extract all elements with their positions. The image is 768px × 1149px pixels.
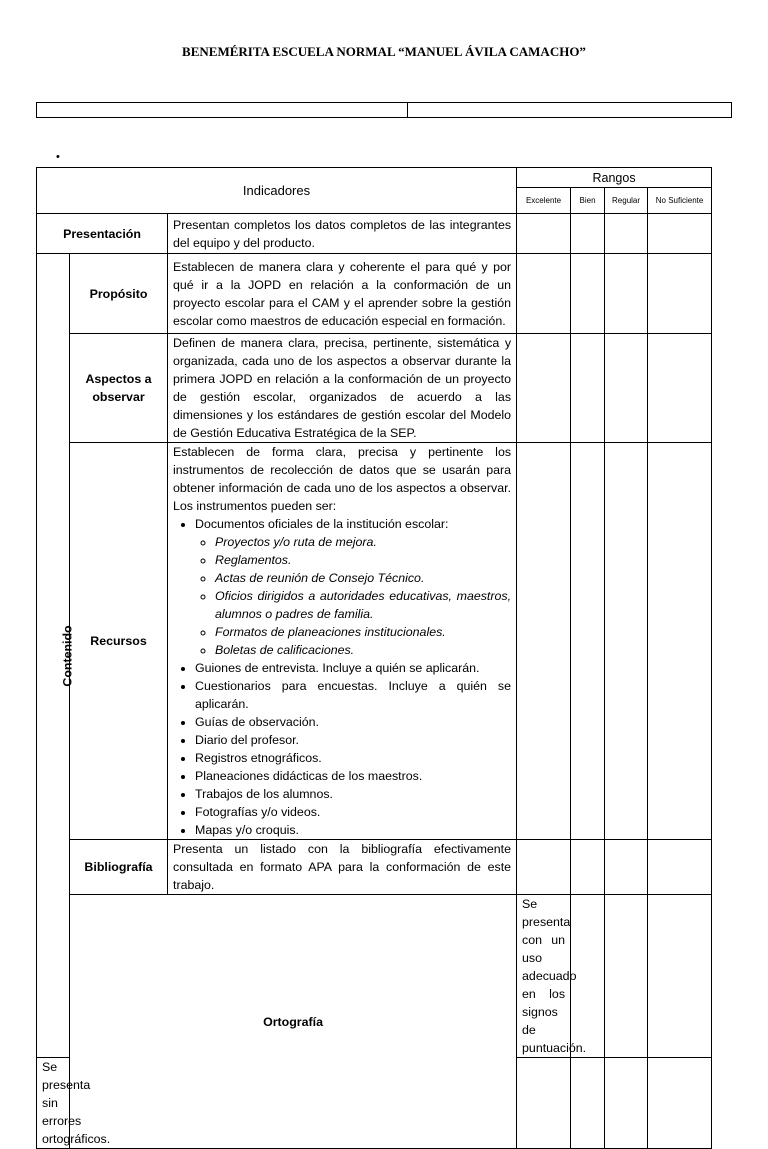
docs-sublist (195, 533, 511, 659)
score-cell (571, 1058, 605, 1149)
list-item: ◦ Reglamentos. (215, 551, 511, 569)
aspectos-desc: Definen de manera clara, precisa, pertinente, sistemática y organizada, cada uno de los aspectos a observar durante la primera JOPD en relación a la conformación de un proyecto de gestión escolar, organizados de acuerdo a las dimensiones y los estándares de gestión escolar del Modelo de Gestión Educativa Estratégica de la SEP. (168, 334, 517, 443)
list-item: • Cuestionarios para encuestas. Incluye a quién se aplicarán. (195, 677, 511, 713)
row-bibliografia (37, 840, 712, 895)
proposito-label: Propósito (70, 254, 168, 334)
recursos-label: Recursos (70, 443, 168, 840)
indicadores-header: Indicadores (37, 168, 517, 214)
score-cell (605, 334, 648, 443)
recursos-intro: Establecen de forma clara, precisa y pertinente los instrumentos de recolección de datos que se usarán para obtener información de cada uno de los aspectos a observar. Los instrumentos pueden ser: (173, 445, 512, 513)
list-item: ◦ Boletas de calificaciones. (215, 641, 511, 659)
score-cell (605, 443, 648, 840)
bullet-marker: • (56, 151, 60, 163)
bibliografia-desc: Presenta un listado con la bibliografía efectivamente consultada en formato APA para la conformación de este trabajo. (168, 840, 517, 895)
score-cell (571, 254, 605, 334)
score-cell (605, 895, 648, 1058)
list-item: ◦ Oficios dirigidos a autoridades educativas, maestros, alumnos o padres de familia. (215, 587, 511, 623)
list-item: ◦ Proyectos y/o ruta de mejora. (215, 533, 511, 551)
aspectos-label: Aspectos a observar (70, 334, 168, 443)
list-item: • Guías de observación. (195, 713, 511, 731)
info-cell-right (408, 103, 732, 118)
list-item: • Mapas y/o croquis. (195, 821, 511, 839)
row-proposito (37, 254, 712, 334)
list-item (195, 515, 511, 659)
score-cell (648, 214, 712, 254)
score-cell (648, 334, 712, 443)
info-table (36, 102, 732, 118)
recursos-desc (168, 443, 517, 840)
score-cell (517, 1058, 571, 1149)
ortografia-desc-1: Se presenta con un uso adecuado en los signos de puntuación. (517, 895, 571, 1058)
docs-label: Documentos oficiales de la institución escolar: (195, 517, 449, 531)
score-cell (571, 334, 605, 443)
list-item: • Diario del profesor. (195, 731, 511, 749)
score-cell (605, 840, 648, 895)
contenido-cell (37, 254, 75, 1058)
score-cell (571, 443, 605, 840)
score-cell (571, 840, 605, 895)
ortografia-desc-2: Se presenta sin errores ortográficos. (37, 1058, 70, 1149)
score-cell (517, 214, 571, 254)
score-cell (648, 840, 712, 895)
score-cell (648, 1058, 712, 1149)
score-cell (605, 254, 648, 334)
presentacion-label: Presentación (37, 214, 168, 254)
score-cell (648, 895, 712, 1058)
info-cell-left (37, 103, 408, 118)
row-presentacion (37, 214, 712, 254)
score-cell (648, 254, 712, 334)
recursos-list (173, 515, 511, 839)
presentacion-desc: Presentan completos los datos completos de las integrantes del equipo y del producto. (168, 214, 517, 254)
ortografia-label: Ortografía (70, 895, 517, 1149)
score-cell (648, 443, 712, 840)
list-item: ◦ Actas de reunión de Consejo Técnico. (215, 569, 511, 587)
list-item: • Guiones de entrevista. Incluye a quién se aplicarán. (195, 659, 511, 677)
proposito-desc: Establecen de manera clara y coherente el para qué y por qué ir a la JOPD en relación a la conformación de un proyecto escolar para el CAM y el aprender sobre la gestión escolar como maestros de educación especial en formación. (168, 254, 517, 334)
list-item: ◦ Formatos de planeaciones institucionales. (215, 623, 511, 641)
rangos-header: Rangos (517, 168, 712, 188)
score-cell (517, 334, 571, 443)
list-item: • Planeaciones didácticas de los maestros. (195, 767, 511, 785)
rango-excelente: Excelente (517, 188, 571, 214)
document-title: BENEMÉRITA ESCUELA NORMAL “MANUEL ÁVILA CAMACHO” (182, 44, 586, 59)
list-item: • Trabajos de los alumnos. (195, 785, 511, 803)
bibliografia-label: Bibliografía (70, 840, 168, 895)
score-cell (605, 214, 648, 254)
row-recursos (37, 443, 712, 840)
score-cell (517, 840, 571, 895)
score-cell (571, 214, 605, 254)
row-ortografia-1 (37, 895, 712, 1058)
rango-no-suficiente: No Suficiente (648, 188, 712, 214)
rango-regular: Regular (605, 188, 648, 214)
score-cell (605, 1058, 648, 1149)
list-item: • Registros etnográficos. (195, 749, 511, 767)
contenido-label: Contenido (60, 624, 75, 687)
score-cell (517, 254, 571, 334)
rubric-table (36, 167, 712, 1149)
score-cell (517, 443, 571, 840)
list-item: • Fotografías y/o videos. (195, 803, 511, 821)
rango-bien: Bien (571, 188, 605, 214)
row-aspectos (37, 334, 712, 443)
